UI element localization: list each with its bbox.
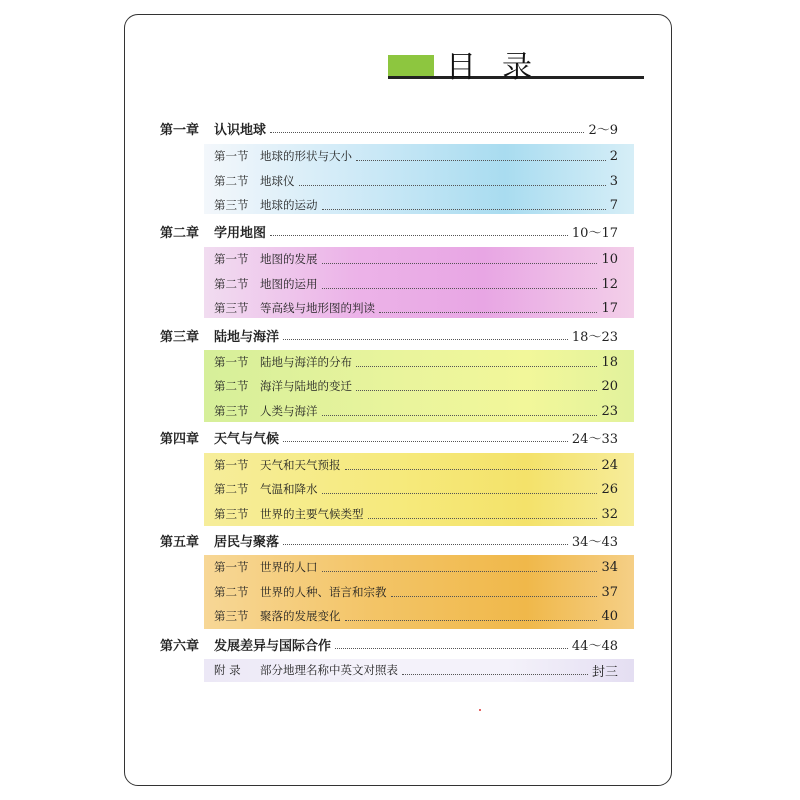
section-number: 第二节 [214, 277, 249, 291]
dot-leader [356, 390, 597, 391]
chapter-number: 第二章 [160, 225, 200, 241]
appendix-row[interactable] [214, 660, 618, 680]
section-number: 第一节 [214, 560, 249, 574]
section-title: 陆地与海洋的分布 [260, 355, 352, 369]
chapter-1-row[interactable] [160, 117, 618, 139]
chapter-4-row[interactable] [160, 426, 618, 448]
section-title: 地图的发展 [260, 252, 318, 266]
dot-leader [345, 620, 598, 621]
chapter-number: 第一章 [160, 122, 200, 138]
section-page: 10 [601, 251, 618, 267]
chapter-title: 陆地与海洋 [214, 329, 280, 345]
dot-leader [299, 185, 606, 186]
section-number: 第二节 [214, 482, 249, 496]
dot-leader [270, 235, 568, 236]
section-number: 第二节 [214, 379, 249, 393]
section-number: 第三节 [214, 609, 249, 623]
dot-leader [322, 263, 598, 264]
section-3-1-row[interactable] [214, 352, 618, 372]
section-title: 地球的形状与大小 [260, 149, 352, 163]
chapter-5-row[interactable] [160, 529, 618, 551]
dot-leader [322, 209, 606, 210]
section-title: 气温和降水 [260, 482, 318, 496]
section-number: 第一节 [214, 458, 249, 472]
section-page: 2 [609, 148, 618, 164]
section-page: 40 [601, 608, 618, 624]
chapter-title: 天气与气候 [214, 431, 280, 447]
chapter-pages: 44～48 [571, 638, 618, 654]
section-number: 第一节 [214, 252, 249, 266]
section-number: 第一节 [214, 149, 249, 163]
chapter-2-row[interactable] [160, 220, 618, 242]
dot-leader [322, 415, 598, 416]
section-1-3-row[interactable] [214, 195, 618, 215]
dot-leader [391, 596, 598, 597]
section-number: 第二节 [214, 174, 249, 188]
chapter-number: 第三章 [160, 329, 200, 345]
dot-leader [356, 160, 606, 161]
chapter-pages: 24～33 [571, 431, 618, 447]
section-title: 等高线与地形图的判读 [260, 301, 375, 315]
chapter-pages: 18～23 [571, 329, 618, 345]
appendix-title: 部分地理名称中英文对照表 [260, 663, 398, 677]
chapter-3-row[interactable] [160, 324, 618, 346]
chapter-title: 居民与聚落 [214, 534, 280, 550]
section-5-3-row[interactable] [214, 606, 618, 626]
dot-leader [322, 493, 598, 494]
section-title: 地图的运用 [260, 277, 318, 291]
appendix-pages: 封三 [591, 664, 618, 680]
section-3-3-row[interactable] [214, 401, 618, 421]
section-3-2-row[interactable] [214, 376, 618, 396]
chapter-title: 发展差异与国际合作 [214, 638, 332, 654]
dot-leader [356, 366, 597, 367]
dot-leader [335, 648, 568, 649]
section-page: 12 [601, 276, 618, 292]
section-title: 世界的人种、语言和宗教 [260, 585, 387, 599]
chapter-number: 第六章 [160, 638, 200, 654]
chapter-6-row[interactable] [160, 633, 618, 655]
section-page: 20 [601, 378, 618, 394]
dot-leader [283, 441, 568, 442]
title-accent-bar [388, 55, 434, 77]
section-4-3-row[interactable] [214, 504, 618, 524]
section-4-1-row[interactable] [214, 455, 618, 475]
dot-leader [322, 571, 598, 572]
section-2-3-row[interactable] [214, 298, 618, 318]
dot-leader [368, 518, 598, 519]
section-2-2-row[interactable] [214, 274, 618, 294]
section-title: 海洋与陆地的变迁 [260, 379, 352, 393]
chapter-pages: 10～17 [571, 225, 618, 241]
section-title: 天气和天气预报 [260, 458, 341, 472]
section-page: 23 [601, 403, 618, 419]
page-title: 目录 [446, 50, 558, 85]
section-number: 第三节 [214, 301, 249, 315]
section-page: 7 [609, 197, 618, 213]
section-number: 第一节 [214, 355, 249, 369]
section-5-1-row[interactable] [214, 557, 618, 577]
dot-leader [322, 288, 598, 289]
dot-leader [379, 312, 597, 313]
section-title: 人类与海洋 [260, 404, 318, 418]
section-1-1-row[interactable] [214, 146, 618, 166]
section-number: 第三节 [214, 198, 249, 212]
section-number: 第二节 [214, 585, 249, 599]
section-page: 37 [601, 584, 618, 600]
dot-leader [345, 469, 598, 470]
section-page: 18 [601, 354, 618, 370]
dot-leader [270, 132, 584, 133]
section-page: 32 [601, 506, 618, 522]
section-2-1-row[interactable] [214, 249, 618, 269]
appendix-label: 附 录 [214, 663, 241, 677]
dot-leader [283, 339, 568, 340]
section-5-2-row[interactable] [214, 582, 618, 602]
chapter-pages: 2～9 [588, 122, 618, 138]
section-title: 聚落的发展变化 [260, 609, 341, 623]
stray-mark [479, 709, 481, 711]
section-page: 26 [601, 481, 618, 497]
section-title: 世界的主要气候类型 [260, 507, 364, 521]
section-title: 世界的人口 [260, 560, 318, 574]
section-number: 第三节 [214, 404, 249, 418]
dot-leader [402, 674, 588, 675]
chapter-number: 第四章 [160, 431, 200, 447]
section-1-2-row[interactable] [214, 171, 618, 191]
section-page: 3 [609, 173, 618, 189]
section-number: 第三节 [214, 507, 249, 521]
section-page: 17 [601, 300, 618, 316]
chapter-number: 第五章 [160, 534, 200, 550]
chapter-pages: 34～43 [571, 534, 618, 550]
chapter-title: 认识地球 [214, 122, 267, 138]
chapter-title: 学用地图 [214, 225, 267, 241]
section-title: 地球仪 [260, 174, 295, 188]
dot-leader [283, 544, 568, 545]
section-title: 地球的运动 [260, 198, 318, 212]
section-4-2-row[interactable] [214, 479, 618, 499]
section-page: 24 [601, 457, 618, 473]
section-page: 34 [601, 559, 618, 575]
